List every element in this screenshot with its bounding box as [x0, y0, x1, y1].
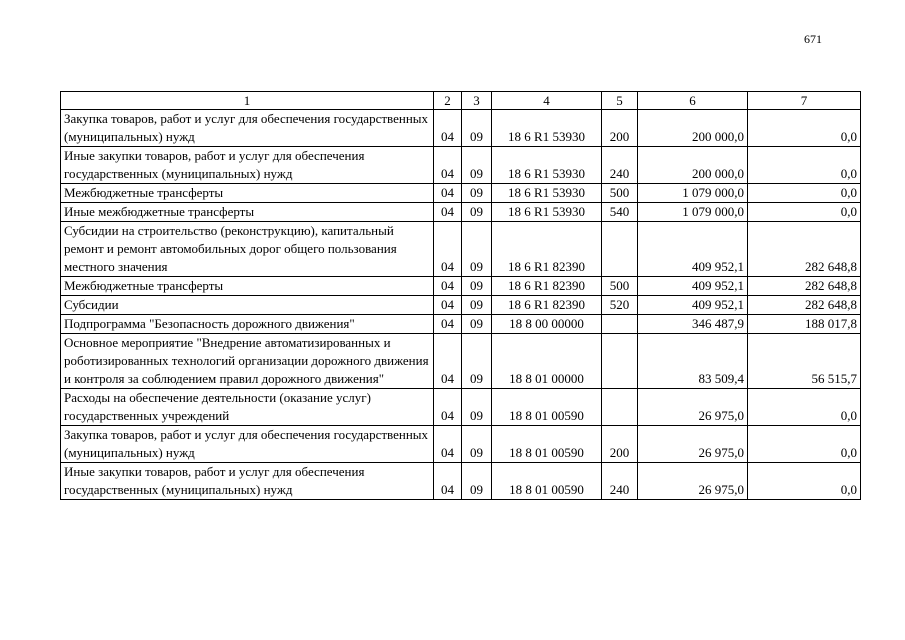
budget-table: [60, 91, 861, 500]
table-row: [61, 334, 861, 389]
column-header-5: 5: [602, 92, 638, 110]
table-row: [61, 463, 861, 500]
target-article-code-cell: 18 6 R1 82390: [492, 222, 602, 277]
target-article-code-cell: 18 8 01 00590: [492, 463, 602, 500]
target-article-code-cell: 18 6 R1 82390: [492, 277, 602, 296]
expense-type-code-cell: 240: [602, 463, 638, 500]
expense-type-code-cell: 200: [602, 426, 638, 463]
target-article-code-cell: 18 8 01 00000: [492, 334, 602, 389]
table-row: [61, 389, 861, 426]
column-header-1: 1: [61, 92, 434, 110]
expense-name-cell: Межбюджетные трансферты: [61, 184, 434, 203]
table-row: [61, 296, 861, 315]
column-header-2: 2: [434, 92, 462, 110]
subsection-code-cell: 09: [462, 389, 492, 426]
page-number: 671: [804, 32, 822, 46]
subsection-code-cell: 09: [462, 296, 492, 315]
expense-type-code-cell: [602, 315, 638, 334]
section-code-cell: 04: [434, 147, 462, 184]
column-header-3: 3: [462, 92, 492, 110]
amount-col-7-cell: 0,0: [748, 147, 861, 184]
target-article-code-cell: 18 6 R1 82390: [492, 296, 602, 315]
amount-col-7-cell: 0,0: [748, 389, 861, 426]
amount-col-6-cell: 346 487,9: [638, 315, 748, 334]
amount-col-6-cell: 200 000,0: [638, 147, 748, 184]
expense-name-cell: Закупка товаров, работ и услуг для обеспечения государственных (муниципальных) нужд: [61, 426, 434, 463]
amount-col-6-cell: 409 952,1: [638, 277, 748, 296]
amount-col-6-cell: 83 509,4: [638, 334, 748, 389]
amount-col-6-cell: 200 000,0: [638, 110, 748, 147]
expense-name-cell: Субсидии: [61, 296, 434, 315]
target-article-code-cell: 18 8 01 00590: [492, 426, 602, 463]
expense-type-code-cell: 540: [602, 203, 638, 222]
amount-col-6-cell: 26 975,0: [638, 389, 748, 426]
amount-col-7-cell: 0,0: [748, 184, 861, 203]
target-article-code-cell: 18 6 R1 53930: [492, 110, 602, 147]
table-row: [61, 147, 861, 184]
section-code-cell: 04: [434, 277, 462, 296]
amount-col-6-cell: 26 975,0: [638, 426, 748, 463]
expense-name-cell: Подпрограмма "Безопасность дорожного движения": [61, 315, 434, 334]
subsection-code-cell: 09: [462, 334, 492, 389]
expense-type-code-cell: [602, 334, 638, 389]
amount-col-7-cell: 282 648,8: [748, 296, 861, 315]
table-row: [61, 110, 861, 147]
expense-type-code-cell: [602, 389, 638, 426]
section-code-cell: 04: [434, 296, 462, 315]
section-code-cell: 04: [434, 389, 462, 426]
header-row: [61, 92, 861, 110]
section-code-cell: 04: [434, 463, 462, 500]
section-code-cell: 04: [434, 315, 462, 334]
table-row: [61, 222, 861, 277]
table-row: [61, 184, 861, 203]
table-row: [61, 277, 861, 296]
amount-col-7-cell: 188 017,8: [748, 315, 861, 334]
amount-col-7-cell: 282 648,8: [748, 277, 861, 296]
column-header-4: 4: [492, 92, 602, 110]
expense-name-cell: Межбюджетные трансферты: [61, 277, 434, 296]
expense-name-cell: Иные межбюджетные трансферты: [61, 203, 434, 222]
expense-name-cell: Основное мероприятие "Внедрение автоматизированных и роботизированных технологий организации дорожного движения и контроля за соблюдением правил дорожного движения": [61, 334, 434, 389]
table-row: [61, 315, 861, 334]
target-article-code-cell: 18 6 R1 53930: [492, 203, 602, 222]
subsection-code-cell: 09: [462, 184, 492, 203]
table-row: [61, 203, 861, 222]
expense-type-code-cell: [602, 222, 638, 277]
subsection-code-cell: 09: [462, 147, 492, 184]
amount-col-6-cell: 1 079 000,0: [638, 184, 748, 203]
expense-name-cell: Расходы на обеспечение деятельности (оказание услуг) государственных учреждений: [61, 389, 434, 426]
column-header-6: 6: [638, 92, 748, 110]
amount-col-7-cell: 56 515,7: [748, 334, 861, 389]
table-body: [61, 110, 861, 500]
column-header-7: 7: [748, 92, 861, 110]
amount-col-7-cell: 0,0: [748, 426, 861, 463]
subsection-code-cell: 09: [462, 277, 492, 296]
subsection-code-cell: 09: [462, 222, 492, 277]
subsection-code-cell: 09: [462, 426, 492, 463]
subsection-code-cell: 09: [462, 110, 492, 147]
subsection-code-cell: 09: [462, 203, 492, 222]
expense-type-code-cell: 520: [602, 296, 638, 315]
section-code-cell: 04: [434, 184, 462, 203]
amount-col-7-cell: 0,0: [748, 463, 861, 500]
amount-col-7-cell: 0,0: [748, 203, 861, 222]
expense-type-code-cell: 200: [602, 110, 638, 147]
target-article-code-cell: 18 8 01 00590: [492, 389, 602, 426]
amount-col-7-cell: 0,0: [748, 110, 861, 147]
amount-col-6-cell: 26 975,0: [638, 463, 748, 500]
expense-name-cell: Закупка товаров, работ и услуг для обеспечения государственных (муниципальных) нужд: [61, 110, 434, 147]
section-code-cell: 04: [434, 222, 462, 277]
expense-name-cell: Иные закупки товаров, работ и услуг для обеспечения государственных (муниципальных) нужд: [61, 147, 434, 184]
expense-name-cell: Иные закупки товаров, работ и услуг для обеспечения государственных (муниципальных) нужд: [61, 463, 434, 500]
section-code-cell: 04: [434, 426, 462, 463]
expense-type-code-cell: 500: [602, 277, 638, 296]
expense-type-code-cell: 500: [602, 184, 638, 203]
amount-col-6-cell: 1 079 000,0: [638, 203, 748, 222]
section-code-cell: 04: [434, 203, 462, 222]
expense-type-code-cell: 240: [602, 147, 638, 184]
amount-col-6-cell: 409 952,1: [638, 222, 748, 277]
target-article-code-cell: 18 6 R1 53930: [492, 184, 602, 203]
table-row: [61, 426, 861, 463]
expense-name-cell: Субсидии на строительство (реконструкцию), капитальный ремонт и ремонт автомобильных дорог общего пользования местного значения: [61, 222, 434, 277]
subsection-code-cell: 09: [462, 463, 492, 500]
section-code-cell: 04: [434, 110, 462, 147]
section-code-cell: 04: [434, 334, 462, 389]
amount-col-6-cell: 409 952,1: [638, 296, 748, 315]
target-article-code-cell: 18 8 00 00000: [492, 315, 602, 334]
amount-col-7-cell: 282 648,8: [748, 222, 861, 277]
target-article-code-cell: 18 6 R1 53930: [492, 147, 602, 184]
subsection-code-cell: 09: [462, 315, 492, 334]
